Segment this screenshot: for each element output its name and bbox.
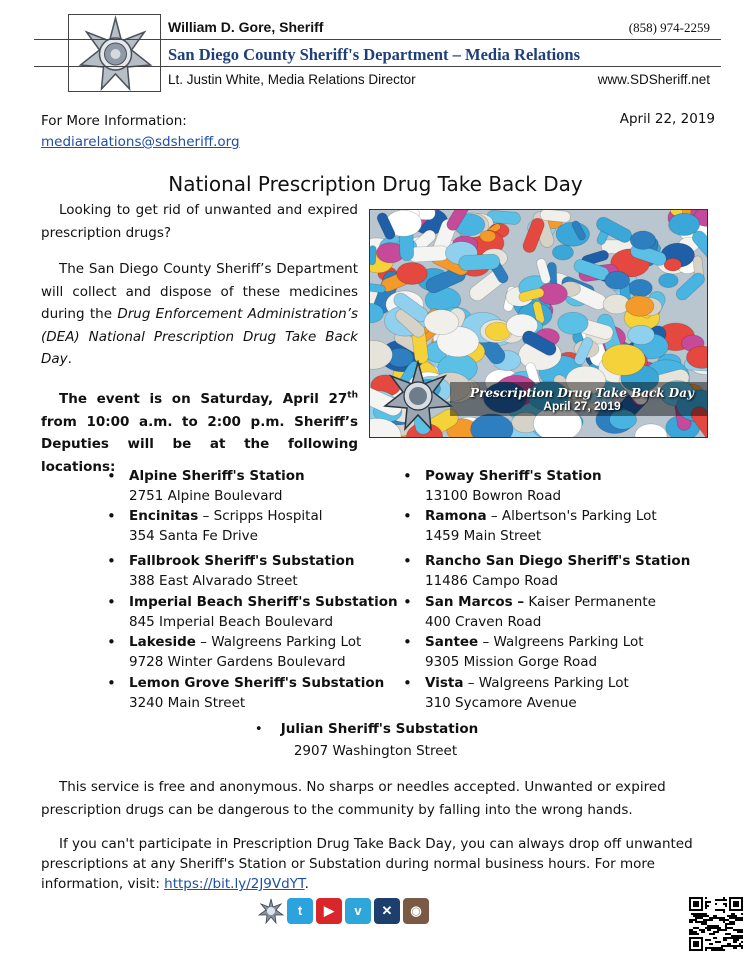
location-name: • Imperial Beach Sheriff's Substation	[129, 594, 398, 610]
release-date: April 22, 2019	[619, 111, 715, 127]
photo-caption-date: April 27, 2019	[543, 399, 621, 413]
pill	[424, 310, 459, 335]
location-address: 2907 Washington Street	[293, 743, 458, 759]
pill	[397, 262, 428, 284]
pill	[370, 245, 376, 265]
intro-paragraph-1: Looking to get rid of unwanted and expired prescription drugs?	[41, 202, 358, 241]
pill	[669, 213, 700, 235]
pill	[626, 296, 654, 316]
sheriff-star-icon	[378, 360, 458, 432]
location-address: 11486 Campo Road	[425, 572, 559, 589]
youtube-icon[interactable]: ▶	[316, 898, 342, 924]
location-address: 13100 Bowron Road	[425, 487, 562, 504]
sheriff-badge-logo	[68, 14, 161, 92]
header-rule-top	[34, 39, 721, 40]
location-name: • Fallbrook Sheriff's Substation	[129, 553, 355, 569]
location-address: 845 Imperial Beach Boulevard	[129, 613, 334, 630]
pills-photo	[369, 209, 708, 438]
photo-caption-title: Prescription Drug Take Back Day	[470, 386, 694, 400]
location-address: 9728 Winter Gardens Boulevard	[129, 653, 346, 670]
instagram-icon[interactable]: ◉	[403, 898, 429, 924]
intro-paragraph-2: The San Diego County Sheriff’s Department will collect and dispose of these medicines during the Drug Enforcement Administration’s (DEA) National Prescription Drug Take Back Day.	[41, 261, 359, 367]
dropoff-paragraph: If you can't participate in Prescription Drug Take Back Day, you can always drop off unwanted prescriptions at any Sheriff's Station or Substation during normal business hours. For more information, visit: https://bit.ly/2J9VdYT.	[41, 836, 693, 892]
location-name: • Ramona – Albertson's Parking Lot	[425, 508, 657, 524]
more-info	[41, 111, 240, 153]
location-name: • Alpine Sheriff's Station	[129, 468, 305, 484]
email-link[interactable]: mediarelations@sdsheriff.org	[41, 134, 240, 150]
nixle-icon[interactable]: ✕	[374, 898, 400, 924]
pill	[480, 230, 496, 241]
location-name: • Vista – Walgreens Parking Lot	[425, 675, 629, 691]
intro-paragraph-3: The event is on Saturday, April 27th from 10:00 a.m. to 2:00 p.m. Sheriff’s Deputies will be at the following locations:	[41, 390, 358, 475]
pill	[552, 245, 573, 260]
location-name: • Rancho San Diego Sheriff's Station	[425, 553, 691, 569]
phone-number: (858) 974-2259	[628, 20, 710, 35]
location-item	[425, 674, 629, 713]
location-address: 9305 Mission Gorge Road	[425, 653, 598, 670]
header-rule-bottom	[34, 66, 721, 67]
location-address: 3240 Main Street	[129, 694, 246, 711]
pill	[558, 312, 588, 334]
julian-location	[0, 718, 751, 762]
location-item	[129, 674, 384, 713]
website[interactable]: www.SDSheriff.net	[597, 72, 710, 87]
page-title: National Prescription Drug Take Back Day	[168, 172, 583, 196]
pill	[605, 271, 630, 289]
pill	[602, 344, 645, 375]
more-info-label: For More Information:	[41, 113, 187, 129]
info-link[interactable]: https://bit.ly/2J9VdYT	[164, 876, 305, 892]
pill	[458, 254, 500, 271]
location-item	[425, 507, 657, 546]
location-address: 400 Craven Road	[425, 613, 542, 630]
social-icons	[258, 898, 429, 924]
pill	[628, 279, 652, 296]
location-address: 1459 Main Street	[425, 527, 542, 544]
pill	[664, 258, 681, 271]
photo-caption	[465, 387, 699, 413]
sheriff-star-icon[interactable]	[258, 898, 284, 924]
intro-text	[41, 199, 358, 492]
location-item	[129, 593, 398, 632]
location-name: • Encinitas – Scripps Hospital	[129, 508, 323, 524]
pill	[628, 325, 655, 344]
location-address: 388 East Alvarado Street	[129, 572, 298, 589]
location-item	[129, 552, 355, 591]
media-director: Lt. Justin White, Media Relations Director	[168, 72, 416, 87]
location-item	[129, 507, 322, 546]
pill	[630, 231, 655, 249]
location-name: • Julian Sheriff's Substation	[254, 721, 479, 737]
department-title: San Diego County Sheriff's Department – Media Relations	[168, 45, 581, 64]
sheriff-name: William D. Gore, Sheriff	[168, 19, 324, 35]
pill	[659, 274, 679, 288]
location-name: • San Marcos – Kaiser Permanente	[425, 594, 656, 610]
location-item	[425, 633, 644, 672]
location-name: • Santee – Walgreens Parking Lot	[425, 634, 644, 650]
location-item	[425, 593, 656, 632]
location-item	[129, 467, 305, 506]
sheriff-star-icon	[69, 15, 162, 93]
location-address: 2751 Alpine Boulevard	[129, 487, 283, 504]
location-name: • Lemon Grove Sheriff's Substation	[129, 675, 385, 691]
location-item	[425, 467, 602, 506]
twitter-icon[interactable]: t	[287, 898, 313, 924]
vimeo-icon[interactable]: v	[345, 898, 371, 924]
location-item	[129, 633, 361, 672]
location-name: • Lakeside – Walgreens Parking Lot	[129, 634, 362, 650]
service-paragraph: This service is free and anonymous. No sharps or needles accepted. Unwanted or expired prescription drugs can be dangerous to the community by falling into the wrong hands.	[41, 779, 666, 818]
location-address: 354 Santa Fe Drive	[129, 527, 258, 544]
qr-code[interactable]	[689, 897, 743, 951]
location-address: 310 Sycamore Avenue	[425, 694, 577, 711]
location-item	[425, 552, 690, 591]
location-name: • Poway Sheriff's Station	[425, 468, 602, 484]
